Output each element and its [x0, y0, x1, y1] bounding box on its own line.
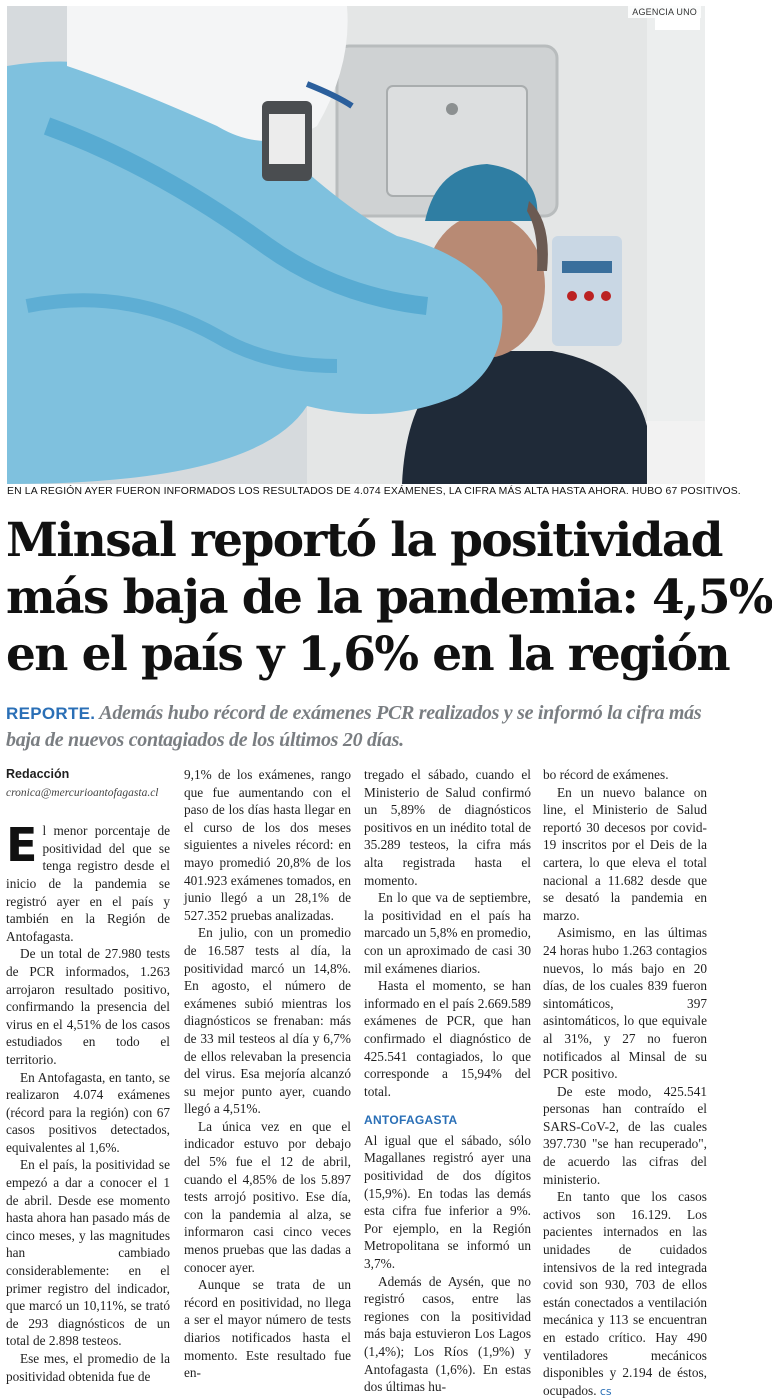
paragraph: Asimismo, en las últimas 24 horas hubo 1.263 contagios nuevos, lo más bajo en 20 días, de los cuales 839 fueron sintomáticos, 397 asintomáticos, lo que equivale al 31%, y 27 no fueron notificados al Minsal de su PCR positivo.: [543, 925, 707, 1082]
paragraph: Aunque se trata de un récord en positividad, no llega a ser el mayor número de tests diarios notificados hasta el momento. Este resultado fue en-: [184, 1277, 351, 1381]
paragraph: Al igual que el sábado, sólo Magallanes registró ayer una positividad de dos dígitos (15,9%). En todas las demás esta cifra fue inferior a 9%. Por ejemplo, en la Región Metropolitana se informó un 3,7%.: [364, 1132, 531, 1272]
paragraph: En un nuevo balance on line, el Ministerio de Salud reportó 30 decesos por covid-19 inscritos por el Deis de la cartera, lo que eleva el total nacional a 11.682 desde que se desató la pandemia en marzo.: [543, 784, 707, 923]
lead-text: Además hubo récord de exámenes PCR realizados y se informó la cifra más baja de nuevos contagiados de los últimos 20 días.: [6, 702, 702, 751]
end-mark-icon: cs: [599, 1384, 612, 1398]
paragraph: Ese mes, el promedio de la positividad obtenida fue de: [6, 1351, 170, 1384]
headline: [6, 512, 772, 683]
paragraph: Hasta el momento, se han informado en el país 2.669.589 exámenes de PCR, que han confirmado el diagnóstico de 425.541 contagiados, lo que corresponde a 15,94% del total.: [364, 978, 531, 1099]
article-column-2: [184, 766, 351, 1382]
paragraph: El menor porcentaje de positividad del que se tenga registro desde el inicio de la pandemia se registró ayer en el país y también en la Región de Antofagasta.: [6, 818, 170, 944]
paragraph: Además de Aysén, que no registró casos, entre las regiones con la positividad más baja estuvieron Los Lagos (1,4%); Los Ríos (1,9%) y Antofagasta (1,6%). En estas dos últimas hu-: [364, 1273, 531, 1395]
paragraph: La única vez en que el indicador estuvo por debajo del 5% fue el 12 de abril, cuando el 4,85% de los 5.897 tests arrojó positivo. Ese día, con la pandemia al alza, se informaron casi cinco veces menos pruebas que las dadas a conocer ayer.: [184, 1118, 351, 1275]
paragraph: En el país, la positividad se empezó a dar a conocer el 1 de abril. Desde ese momento hasta ahora han pasado más de cinco meses, y las magnitudes han cambiado considerablemente: en el primer registro del indicador, que marcó un 10,11%, se trató de 293 diagnósticos de un total de 2.898 testeos.: [6, 1157, 170, 1349]
nasal-swab-test-illustration: [7, 6, 705, 484]
byline-author: Redacción: [6, 767, 70, 781]
photo-caption: EN LA REGIÓN AYER FUERON INFORMADOS LOS RESULTADOS DE 4.074 EXÁMENES, LA CIFRA MÁS ALTA HASTA AHORA. HUBO 67 POSITIVOS.: [7, 486, 741, 497]
paragraph: De un total de 27.980 tests de PCR informados, 1.263 arrojaron resultado positivo, confirmando la presencia del virus en el 4,51% de los casos estudiados en todo el territorio.: [6, 946, 170, 1067]
paragraph: 9,1% de los exámenes, rango que fue aumentando con el paso de los días hasta llegar en el curso de los dos meses siguientes a niveles récord: en mayo promedió 20,8% de los 401.923 exámenes tomados, en junio llegó a un 28,1% de 527.352 pruebas analizadas.: [184, 767, 351, 923]
byline-email[interactable]: cronica@mercurioantofagasta.cl: [6, 786, 159, 799]
paragraph: En tanto que los casos activos son 16.129. Los pacientes internados en las unidades de cuidados intensivos de la red integrada covid son 930, 703 de ellos están conectados a ventilación mecánica y 113 se encuentran en estado crítico. Hay 490 ventiladores mecánicos disponibles y 2.194 de éstos, ocupados. cs: [543, 1189, 707, 1398]
news-photo: [7, 6, 705, 484]
headline-line: Minsal reportó la positividad: [6, 513, 722, 568]
article-column-4: [543, 766, 707, 1400]
paragraph: En lo que va de septiembre, la positividad en el país ha marcado un 5,8% en promedio, con un aproximado de casi 30 mil exámenes diarios.: [364, 890, 531, 976]
paragraph: bo récord de exámenes.: [543, 767, 669, 782]
paragraph: De este modo, 425.541 personas han contraído el SARS-CoV-2, de las cuales 397.730 "se han recuperado", de acuerdo las cifras del ministerio.: [543, 1083, 707, 1187]
paragraph: En Antofagasta, en tanto, se realizaron 4.074 exámenes (récord para la región) con 67 casos positivos detectados, equivalentes al 1,6%.: [6, 1069, 170, 1155]
photo-credit: AGENCIA UNO: [628, 6, 701, 18]
paragraph: En julio, con un promedio de 16.587 tests al día, la positividad marcó un 14,8%. En agosto, el número de exámenes subió mientras los diagnósticos se frenaban: más de 33 mil testeos al día y 6,7% de ellos relevaban la presencia del virus. Esa mejoría alcanzó su mejor punto ayer, cuando llegó a 4,51%.: [184, 925, 351, 1117]
article-column-3: [364, 766, 531, 1396]
headline-line: en el país y 1,6% en la región: [6, 627, 730, 682]
section-subhead: ANTOFAGASTA: [364, 1113, 458, 1128]
headline-line: más baja de la pandemia: 4,5%: [6, 570, 772, 625]
lead-paragraph: [6, 700, 706, 753]
drop-cap: E: [6, 818, 38, 873]
paragraph: tregado el sábado, cuando el Ministerio de Salud confirmó un 5,89% de diagnósticos positivos en un inédito total de 35.289 testeos, la cifra más alta registrada hasta el momento.: [364, 767, 531, 888]
lead-kicker: REPORTE.: [6, 704, 96, 723]
article-column-1: [6, 766, 170, 1385]
